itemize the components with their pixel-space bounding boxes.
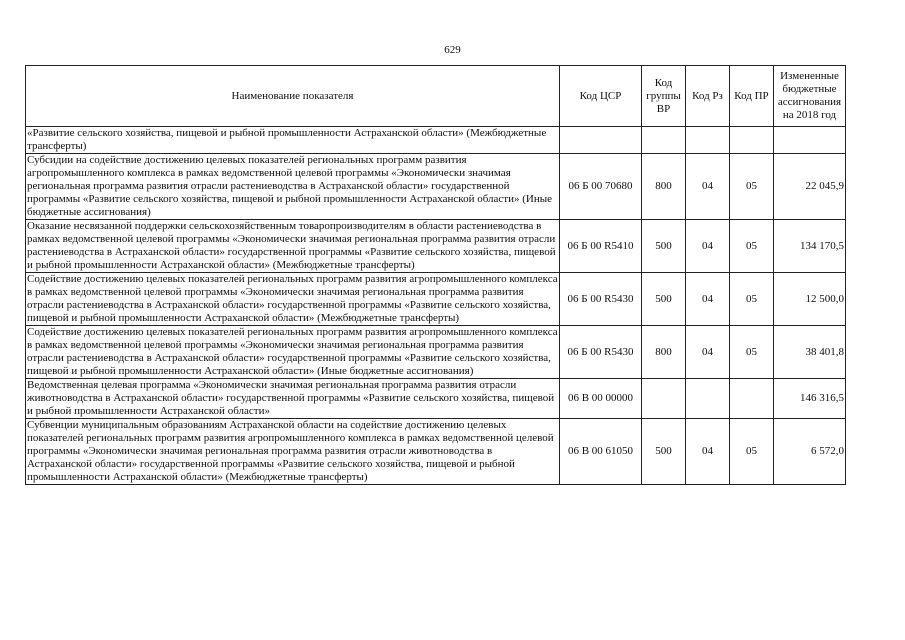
row-csr: 06 Б 00 R5410 [560,220,642,273]
table-row [26,273,846,326]
row-vr: 800 [642,326,686,379]
row-csr: 06 Б 00 70680 [560,154,642,220]
row-name: «Развитие сельского хозяйства, пищевой и рыбной промышленности Астраханской области» (Межбюджетные трансферты) [26,127,560,154]
row-pr [730,127,774,154]
table-row [26,379,846,419]
table-row [26,419,846,485]
row-rz: 04 [686,419,730,485]
row-vr: 500 [642,220,686,273]
row-amount: 12 500,0 [774,273,846,326]
row-rz [686,127,730,154]
row-vr [642,127,686,154]
row-amount: 6 572,0 [774,419,846,485]
page-number: 629 [444,44,461,56]
row-name: Оказание несвязанной поддержки сельскохозяйственным товаропроизводителям в области растениеводства в рамках ведомственной целевой программы «Экономически значимая региональная программа развития отрасли растениеводства в Астраханской области» государственной программы «Развитие сельского хозяйства, пищевой и рыбной промышленности Астраханской области» (Межбюджетные трансферты) [26,220,560,273]
row-csr: 06 Б 00 R5430 [560,326,642,379]
header-vr: Код группы ВР [642,66,686,127]
table-row [26,326,846,379]
budget-table [25,65,846,485]
row-vr: 500 [642,273,686,326]
header-csr: Код ЦСР [560,66,642,127]
row-amount [774,127,846,154]
row-rz: 04 [686,326,730,379]
row-name: Субсидии на содействие достижению целевых показателей региональных программ развития агропромышленного комплекса в рамках ведомственной целевой программы «Экономически значимая региональная программа развития отрасли растениеводства в Астраханской области» государственной программы «Развитие сельского хозяйства, пищевой и рыбной промышленности Астраханской области» (Иные бюджетные ассигнования) [26,154,560,220]
header-name: Наименование показателя [26,66,560,127]
row-pr: 05 [730,220,774,273]
row-csr: 06 Б 00 R5430 [560,273,642,326]
row-amount: 38 401,8 [774,326,846,379]
row-name: Содействие достижению целевых показателей региональных программ развития агропромышленного комплекса в рамках ведомственной целевой программы «Экономически значимая региональная программа развития отрасли растениеводства в Астраханской области» государственной программы «Развитие сельского хозяйства, пищевой и рыбной промышленности Астраханской области» (Иные бюджетные ассигнования) [27,326,558,377]
row-pr: 05 [730,273,774,326]
row-pr: 05 [730,154,774,220]
row-rz [686,379,730,419]
row-csr: 06 В 00 61050 [560,419,642,485]
row-vr [642,379,686,419]
row-rz: 04 [686,273,730,326]
row-pr: 05 [730,419,774,485]
row-vr: 800 [642,154,686,220]
table-header-row [26,66,846,127]
row-rz: 04 [686,154,730,220]
table-row [26,220,846,273]
row-pr [730,379,774,419]
header-pr: Код ПР [730,66,774,127]
row-name: Содействие достижению целевых показателей региональных программ развития агропромышленного комплекса в рамках ведомственной целевой программы «Экономически значимая региональная программа развития отрасли растениеводства в Астраханской области» государственной программы «Развитие сельского хозяйства, пищевой и рыбной промышленности Астраханской области» (Межбюджетные трансферты) [27,273,558,324]
header-rz: Код Рз [686,66,730,127]
table-row [26,154,846,220]
row-amount: 146 316,5 [774,379,846,419]
row-vr: 500 [642,419,686,485]
row-pr: 05 [730,326,774,379]
row-csr: 06 В 00 00000 [560,379,642,419]
row-name: Ведомственная целевая программа «Экономически значимая региональная программа развития отрасли животноводства в Астраханской области» государственной программы «Развитие сельского хозяйства, пищевой и рыбной промышленности Астраханской области» [26,379,560,419]
row-amount: 22 045,9 [774,154,846,220]
row-rz: 04 [686,220,730,273]
row-csr [560,127,642,154]
header-amount: Измененные бюджетные ассигнования на 2018 год [774,66,846,127]
row-amount: 134 170,5 [774,220,846,273]
table-row [26,127,846,154]
row-name: Субвенции муниципальным образованиям Астраханской области на содействие достижению целевых показателей региональных программ развития агропромышленного комплекса в рамках ведомственной целевой программы «Экономически значимая региональная программа развития отрасли животноводства в Астраханской области» государственной программы «Развитие сельского хозяйства, пищевой и рыбной промышленности Астраханской области» (Межбюджетные трансферты) [26,419,560,485]
